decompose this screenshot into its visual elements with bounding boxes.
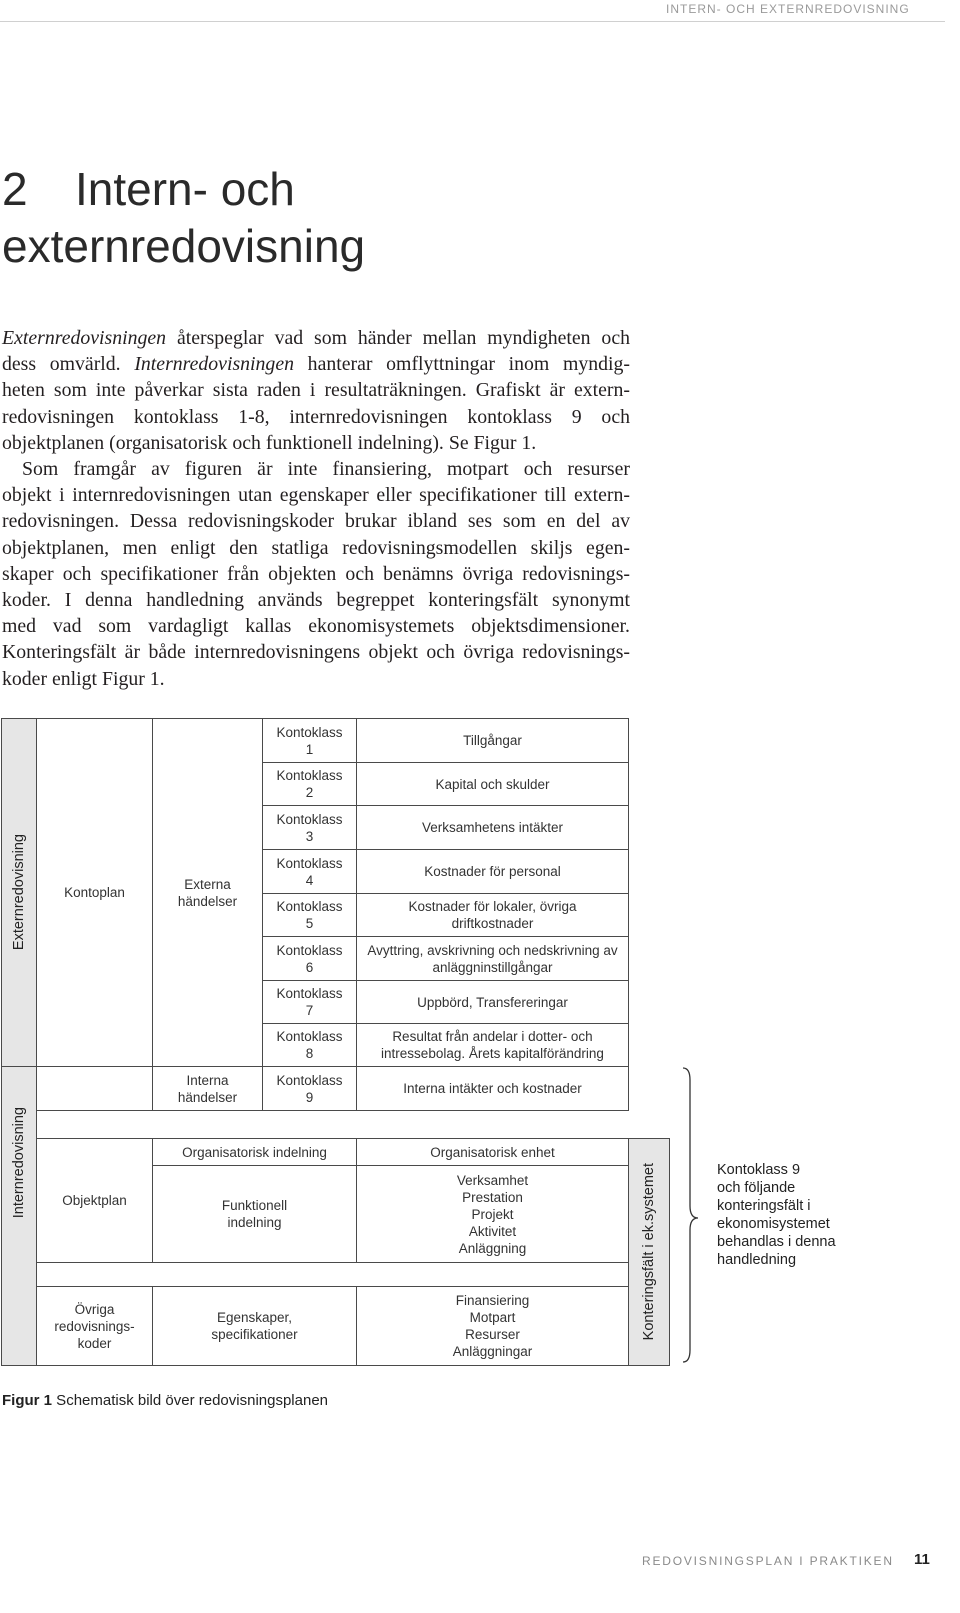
- kontoklass-number: 4: [305, 872, 314, 888]
- kontoklass-cell: [262, 1066, 357, 1111]
- organisatorisk-enhet-label: Organisatorisk enhet: [430, 1144, 555, 1160]
- body-line: Som framgår av figuren är inte finansiering, motpart och resurser: [22, 458, 630, 481]
- organisatorisk-enhet-cell: [356, 1138, 629, 1166]
- curly-brace: [670, 1060, 710, 1370]
- kontoklass-description: Uppbörd, Transfereringar: [417, 994, 568, 1010]
- empty-cell: [36, 1066, 153, 1111]
- body-emphasis: Internredovisningen: [134, 353, 294, 376]
- body-line: koder enligt Figur 1.: [2, 667, 165, 690]
- internredovisning-strip: [1, 1066, 37, 1366]
- ovriga-redovisningskoder-cell: [36, 1286, 153, 1366]
- body-line: objekt i internredovisningen utan egenskaper eller specifikationer till extern-: [2, 484, 630, 507]
- kontoklass-name: Kontoklass: [276, 986, 343, 1001]
- internredovisning-label: Internredovisning: [11, 1107, 27, 1219]
- kontoklass-description: Tillgångar: [463, 733, 522, 748]
- kontoklass-description: Interna intäkter och kostnader: [403, 1081, 582, 1096]
- body-emphasis: Externredovisningen: [2, 327, 167, 349]
- externa-handelser-cell: [152, 718, 263, 1067]
- kontoplan-label: Kontoplan: [64, 885, 125, 900]
- ovriga-redovisningskoder-label: Övriga redovisnings- koder: [54, 1301, 135, 1351]
- chapter-title-text-2: externredovisning: [2, 220, 366, 272]
- body-line: objektplanen, men enligt den statliga redovisningsmodellen skiljs egen-: [2, 536, 630, 559]
- kontoklass-description-cell: [356, 849, 629, 894]
- ovriga-koder-list-cell: [356, 1286, 629, 1366]
- kontoklass-name: Kontoklass: [276, 855, 343, 871]
- body-line: [2, 351, 630, 377]
- kontoklass-number: 8: [305, 1046, 314, 1061]
- kontoklass-description-cell: [356, 805, 629, 850]
- body-line: redovisningen kontoklass 1-8, internredovisningen kontoklass 9 och: [2, 405, 630, 428]
- kontoklass-description-cell: [356, 1023, 629, 1067]
- kontoklass-number: 1: [305, 741, 314, 757]
- kontoklass-cell: [262, 805, 357, 850]
- kontoklass-name: Kontoklass: [276, 942, 343, 958]
- konteringsfalt-label: Konteringsfält i ek.systemet: [641, 1163, 657, 1341]
- ovriga-koder-list: Finansiering Motpart Resurser Anläggningar: [452, 1293, 533, 1359]
- kontoklass-description-cell: [356, 936, 629, 981]
- body-line: [2, 325, 630, 351]
- kontoklass-description: Resultat från andelar i dotter- och intressebolag. Årets kapitalförändring: [381, 1029, 604, 1061]
- kontoklass-description: Kostnader för lokaler, övriga driftkostnader: [408, 899, 577, 931]
- externredovisning-strip: [1, 718, 37, 1067]
- kontoklass-description-cell: [356, 718, 629, 763]
- body-line: heten som inte påverkar sista raden i resultaträkningen. Grafiskt är extern-: [2, 379, 630, 402]
- kontoklass-name: Kontoklass: [276, 768, 343, 783]
- funktionell-indelning-label: Funktionell indelning: [221, 1198, 288, 1230]
- kontoklass-cell: [262, 936, 357, 981]
- page-number: 11: [914, 1551, 930, 1568]
- brace-note: Kontoklass 9 och följande konteringsfält i ekonomisystemet behandlas i denna handledning: [717, 1162, 836, 1268]
- chapter-title-text-1: Intern- och: [75, 163, 295, 215]
- body-line: Konteringsfält är både internredovisningens objekt och övriga redovisnings-: [2, 641, 630, 664]
- kontoklass-cell: [262, 762, 357, 806]
- objektplan-label: Objektplan: [62, 1193, 127, 1208]
- kontoklass-description: Verksamhetens intäkter: [421, 820, 564, 835]
- kontoklass-description: Avyttring, avskrivning och nedskrivning av anläggninstillgångar: [367, 942, 618, 975]
- kontoklass-description-cell: [356, 980, 629, 1024]
- running-head: INTERN- OCH EXTERNREDOVISNING: [666, 2, 910, 16]
- kontoklass-number: 3: [305, 828, 314, 844]
- kontoklass-description-cell: [356, 1066, 629, 1111]
- body-line: med vad som vardagligt kallas ekonomisystemets objektsdimensioner.: [2, 615, 630, 638]
- body-run: återspeglar vad som händer mellan myndigheten och: [166, 327, 630, 349]
- body-text: [2, 325, 630, 692]
- kontoklass-cell: [262, 1023, 357, 1067]
- kontoklass-name: Kontoklass: [276, 1029, 343, 1044]
- kontoklass-name: Kontoklass: [276, 724, 343, 740]
- body-run: hanterar omflyttningar inom myndig-: [294, 353, 631, 376]
- running-foot: REDOVISNINGSPLAN I PRAKTIKEN: [642, 1554, 894, 1568]
- kontoklass-name: Kontoklass: [276, 1072, 343, 1088]
- kontoklass-cell: [262, 980, 357, 1024]
- kontoklass-description: Kostnader för personal: [424, 864, 561, 879]
- funktionell-indelning-cell: [152, 1165, 357, 1263]
- objektplan-cell: [36, 1138, 153, 1263]
- body-line: skaper och specifikationer från objekten och benämns övriga redovisnings-: [2, 562, 630, 585]
- figure-caption: [2, 1391, 328, 1411]
- externredovisning-label: Externredovisning: [11, 834, 27, 951]
- kontoklass-number: 9: [305, 1089, 314, 1105]
- kontoklass-number: 5: [305, 916, 314, 931]
- objekt-list-cell: [356, 1165, 629, 1263]
- kontoklass-number: 7: [305, 1003, 314, 1018]
- body-line: koder. I denna handledning används begreppet konteringsfält synonymt: [2, 589, 630, 612]
- konteringsfalt-strip: [628, 1138, 670, 1366]
- body-run: dess omvärld.: [2, 353, 135, 376]
- interna-handelser-label: Interna händelser: [177, 1072, 238, 1105]
- interna-handelser-cell: [152, 1066, 263, 1111]
- egenskaper-cell: [152, 1286, 357, 1366]
- kontoklass-description-cell: [356, 762, 629, 806]
- kontoklass-description-cell: [356, 893, 629, 937]
- egenskaper-label: Egenskaper, specifikationer: [211, 1310, 298, 1342]
- chapter-title: [2, 161, 365, 275]
- chapter-number: 2: [2, 163, 28, 215]
- caption-text: Schematisk bild över redovisningsplanen: [52, 1392, 328, 1409]
- kontoklass-name: Kontoklass: [276, 811, 343, 827]
- header-rule: [0, 21, 945, 22]
- kontoklass-cell: [262, 893, 357, 937]
- curly-brace-path: [683, 1068, 698, 1362]
- externa-handelser-label: Externa händelser: [177, 876, 238, 909]
- caption-label: Figur 1: [2, 1392, 53, 1409]
- kontoklass-number: 2: [305, 785, 314, 800]
- chapter-title-line-1: [2, 161, 365, 218]
- objekt-list: Verksamhet Prestation Projekt Aktivitet Anläggning: [456, 1172, 529, 1256]
- kontoklass-name: Kontoklass: [276, 899, 343, 914]
- organisatorisk-indelning-cell: [152, 1138, 357, 1166]
- body-line: redovisningen. Dessa redovisningskoder brukar ibland ses som en del av: [2, 510, 630, 533]
- kontoklass-number: 6: [305, 959, 314, 975]
- kontoplan-cell: [36, 718, 153, 1067]
- kontoklass-cell: [262, 849, 357, 894]
- body-line: objektplanen (organisatorisk och funktionell indelning). Se Figur 1.: [2, 431, 537, 454]
- kontoklass-description: Kapital och skulder: [435, 776, 550, 792]
- kontoklass-cell: [262, 718, 357, 763]
- organisatorisk-indelning-label: Organisatorisk indelning: [182, 1144, 327, 1160]
